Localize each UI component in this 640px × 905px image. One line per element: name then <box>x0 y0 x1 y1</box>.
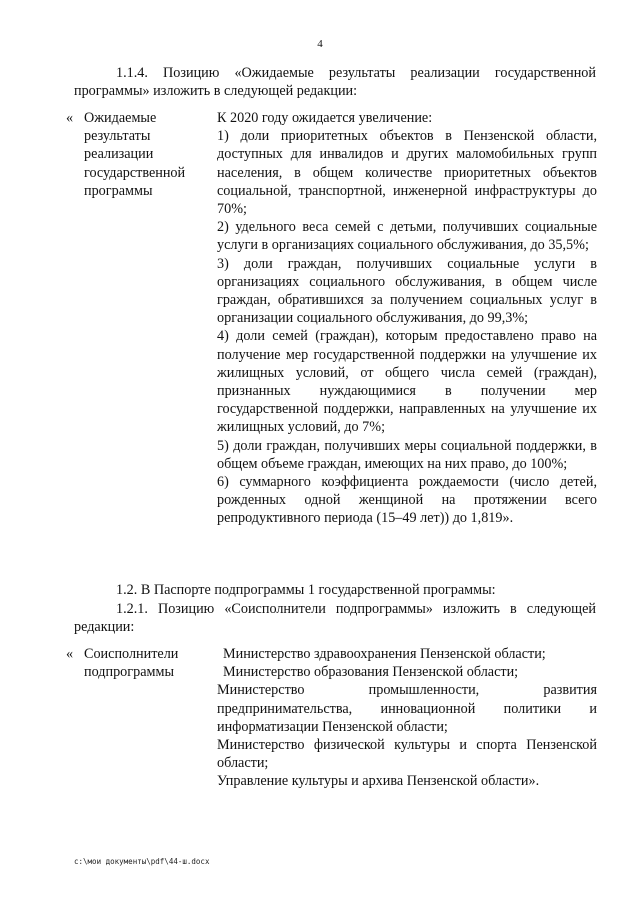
results-label-line: программы <box>84 182 153 199</box>
results-label <box>84 109 185 200</box>
open-quote: « <box>66 110 74 126</box>
section-1-2-1-line2: редакции: <box>74 619 135 636</box>
results-label-line: государственной <box>84 164 186 181</box>
section-1-1-4-line1: 1.1.4. Позицию «Ожидаемые результаты реализации государственной <box>116 65 596 81</box>
section-1-2 <box>74 581 596 599</box>
results-item-3: 3) доли граждан, получивших социальные услуги в организациях социального обслуживания, в общем числе граждан, обратившихся за получением социальных услуг в организации социального обслуживания, до 99,3%; <box>217 255 597 327</box>
coexec-item-4: Министерство физической культуры и спорта Пензенской области; <box>217 737 597 772</box>
coexec-item-2: Министерство образования Пензенской области; <box>223 664 519 681</box>
coexec-item-3: Министерство промышленности, развития предпринимательства, инновационной политики и информатизации Пензенской области; <box>217 682 597 735</box>
file-path-footer: c:\мои документы\pdf\44-ш.docx <box>74 857 210 866</box>
coexec-label-line: Соисполнители <box>84 646 179 662</box>
section-1-2-1 <box>74 600 596 636</box>
coexec-item-1: Министерство здравоохранения Пензенской области; <box>223 646 546 662</box>
results-label-line: результаты <box>84 128 151 145</box>
section-1-1-4 <box>74 64 596 100</box>
results-intro: К 2020 году ожидается увеличение: <box>217 110 433 126</box>
coexec-item-5: Управление культуры и архива Пензенской области». <box>217 773 540 790</box>
coexec-label-line: подпрограммы <box>84 664 174 681</box>
results-label-line: реализации <box>84 146 154 163</box>
results-item-5: 5) доли граждан, получивших меры социальной поддержки, в общем объеме граждан, имеющих на них право, до 100%; <box>217 437 597 472</box>
coexec-content <box>217 645 597 791</box>
section-1-2-text: 1.2. В Паспорте подпрограммы 1 государственной программы: <box>116 582 496 598</box>
open-quote: « <box>66 646 74 662</box>
results-item-1: 1) доли приоритетных объектов в Пензенской области, доступных для инвалидов и других маломобильных групп населения, в общем количестве приоритетных объектов социальной, транспортной, инженерной инфраструктуры до 70%; <box>217 128 597 218</box>
results-content <box>217 109 597 528</box>
page-number: 4 <box>317 38 323 50</box>
section-1-1-4-line2: программы» изложить в следующей редакции: <box>74 83 358 100</box>
results-label-line: Ожидаемые <box>84 110 157 126</box>
results-item-2: 2) удельного веса семей с детьми, получивших социальные услуги в организациях социального обслуживания, до 35,5%; <box>217 219 597 254</box>
results-item-6: 6) суммарного коэффициента рождаемости (число детей, рожденных одной женщиной на протяжении всего репродуктивного периода (15–49 лет)) до 1,819». <box>217 474 597 527</box>
results-item-4: 4) доли семей (граждан), которым предоставлено право на получение мер государственной поддержки на улучшение их жилищных условий, от общего числа семей (граждан), признанных нуждающимися в получении мер государственной поддержки, направленных на улучшение их жилищных условий, до 7%; <box>217 328 597 436</box>
coexec-label <box>84 645 178 681</box>
section-1-2-1-line1: 1.2.1. Позицию «Соисполнители подпрограммы» изложить в следующей <box>116 601 596 617</box>
